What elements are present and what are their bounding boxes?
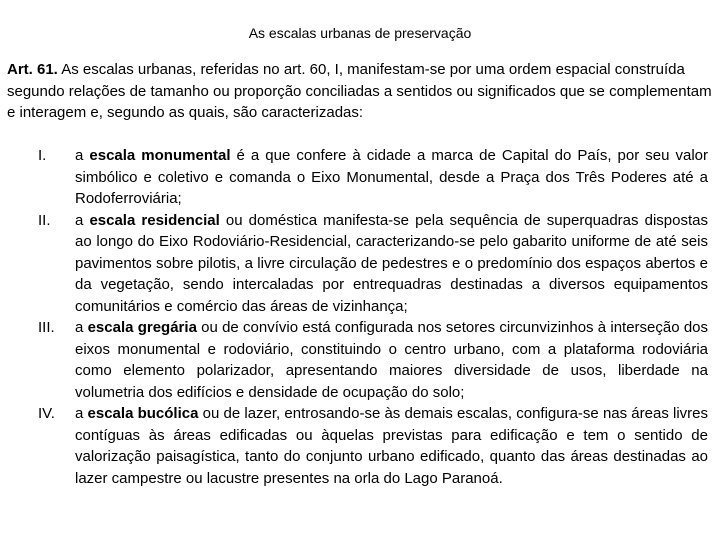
item-term: escala bucólica: [87, 405, 199, 422]
item-text: ou de lazer, entrosando-se às demais escalas, configura-se nas áreas livres contíguas às áreas edificadas ou àquelas previstas para edificação e tem o sentido de valorização paisagística, tanto do conjunto urbano edificado, quanto das áreas destinadas ao lazer campestre ou lacustre presentes na orla do Lago Paranoá.: [75, 405, 709, 487]
item-text: é a que confere à cidade a marca de Capital do País, por seu valor simbólico e coletivo e comanda o Eixo Monumental, desde a Praça dos Três Poderes até a Rodoferroviária;: [75, 147, 709, 207]
list-item: [0, 210, 720, 318]
item-prefix: a: [75, 147, 90, 164]
page-title: As escalas urbanas de preservação: [248, 25, 472, 41]
item-numeral: III.: [38, 319, 55, 336]
item-prefix: a: [75, 405, 88, 422]
item-prefix: a: [75, 319, 88, 336]
article-number: Art. 61.: [7, 61, 58, 78]
item-text: ou de convívio está configurada nos setores circunvizinhos à interseção dos eixos monumental e rodoviário, constituindo o centro urbano, com a plataforma rodoviária como elemento polarizador, apresentando maiores diversidade de usos, liberdade na volumetria dos edifícios e densidade de ocupação do solo;: [75, 319, 709, 401]
article-text: As escalas urbanas, referidas no art. 60, I, manifestam-se por uma ordem espacial construída segundo relações de tamanho ou proporção conciliadas a sentidos ou significados que se complementam e interagem e, segundo as quais, são caracterizadas:: [7, 61, 712, 121]
item-text: ou doméstica manifesta-se pela sequência de superquadras dispostas ao longo do Eixo Rodoviário-Residencial, caracterizando-se pelo gabarito uniforme de até seis pavimentos sobre pilotis, a livre circulação de pedestres e o predomínio dos espaços abertos e da vegetação, sendo intercaladas por entrequadras destinadas a diversos equipamentos comunitários e comércio das áreas de vizinhança;: [75, 211, 708, 315]
item-numeral: I.: [38, 147, 47, 164]
item-term: escala gregária: [87, 319, 197, 336]
list-item: [0, 145, 720, 210]
item-term: escala residencial: [89, 211, 220, 229]
list-item: [0, 317, 720, 403]
item-term: escala monumental: [89, 147, 231, 164]
article-paragraph: [7, 59, 713, 124]
item-numeral: IV.: [38, 405, 55, 422]
items-list: [0, 145, 720, 489]
item-prefix: a: [75, 211, 90, 229]
item-numeral: II.: [38, 211, 51, 229]
list-item: [0, 403, 720, 489]
